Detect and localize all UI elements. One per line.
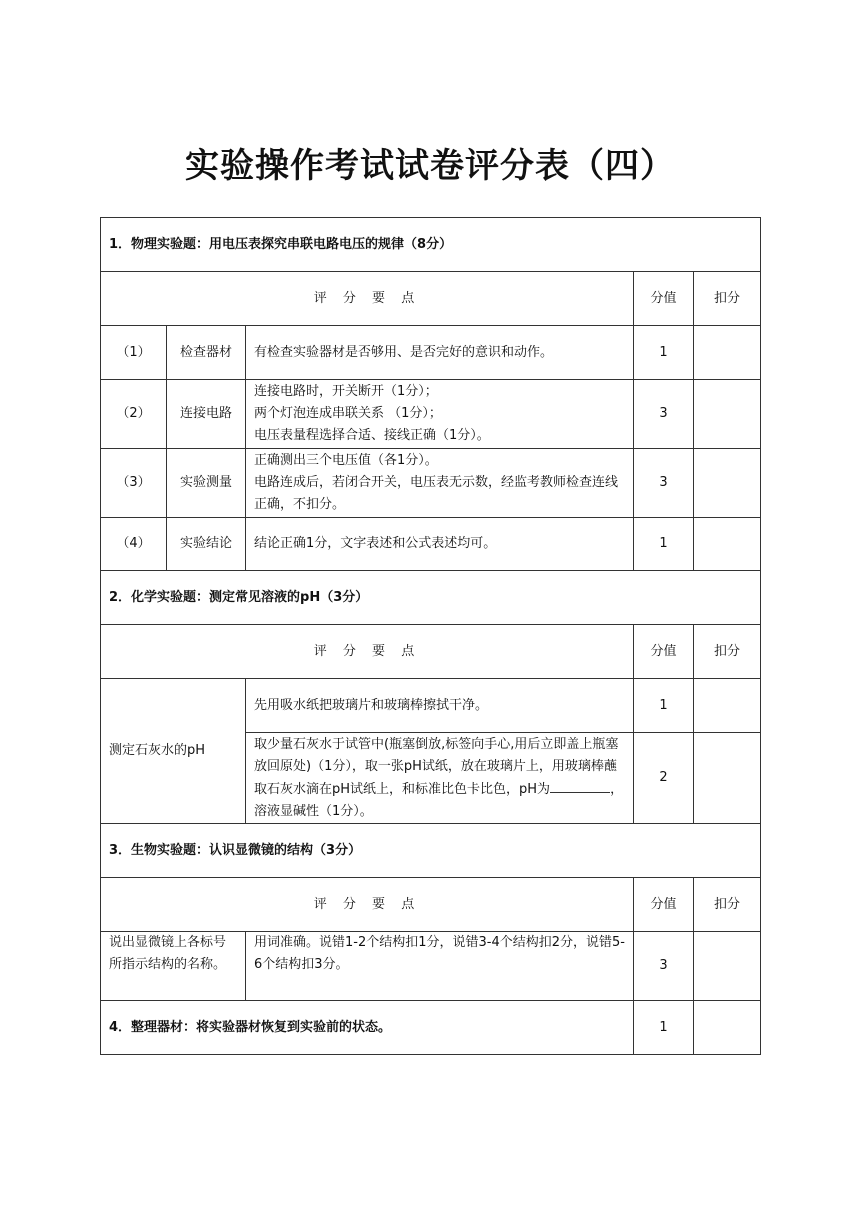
table-row xyxy=(101,932,761,1001)
deduct-cell[interactable] xyxy=(694,326,761,380)
row-item: 检查器材 xyxy=(167,326,246,380)
section-heading-physics: 1．物理实验题：用电压表探究串联电路电压的规律（8分） xyxy=(101,218,761,272)
section-row-cleanup xyxy=(101,1001,761,1055)
row-description xyxy=(246,326,634,380)
row-item: 实验结论 xyxy=(167,518,246,571)
row-number: （3） xyxy=(101,449,167,518)
deduct-cell[interactable] xyxy=(694,733,761,824)
row-number: （2） xyxy=(101,380,167,449)
score-header: 分值 xyxy=(634,272,694,326)
section-heading-cleanup: 4．整理器材：将实验器材恢复到实验前的状态。 xyxy=(101,1001,634,1055)
row-score: 3 xyxy=(634,449,694,518)
row-description xyxy=(246,449,634,518)
deduct-cell[interactable] xyxy=(694,932,761,1001)
description-line: 电路连成后，若闭合开关，电压表无示数，经监考教师检查连线正确，不扣分。 xyxy=(254,475,619,512)
deduct-header: 扣分 xyxy=(694,272,761,326)
row-description xyxy=(246,380,634,449)
row-item: 说出显微镜上各标号所指示结构的名称。 xyxy=(101,932,246,1001)
row-item: 实验测量 xyxy=(167,449,246,518)
points-header: 评 分 要 点 xyxy=(101,272,634,326)
table-row xyxy=(101,380,761,449)
deduct-header: 扣分 xyxy=(694,878,761,932)
row-description: 用词准确。说错1-2个结构扣1分，说错3-4个结构扣2分，说错5-6个结构扣3分。 xyxy=(246,932,634,1001)
answer-blank[interactable] xyxy=(550,778,610,793)
section-row-biology xyxy=(101,824,761,878)
row-item: 测定石灰水的pH xyxy=(101,679,246,824)
table-row xyxy=(101,518,761,571)
row-description xyxy=(246,518,634,571)
row-number: （4） xyxy=(101,518,167,571)
description-text: 取少量石灰水于试管中(瓶塞倒放,标签向手心,用后立即盖上瓶塞放回原处)（1分），取一张pH试纸，放在玻璃片上，用玻璃棒蘸取石灰水滴在pH试纸上，和标准比色卡比色，pH为 xyxy=(254,736,619,797)
description-line: 正确测出三个电压值（各1分）。 xyxy=(254,453,438,468)
description-line: 连接电路时，开关断开（1分）； xyxy=(254,384,438,399)
score-header: 分值 xyxy=(634,625,694,679)
deduct-cell[interactable] xyxy=(694,380,761,449)
description-line: 有检查实验器材是否够用、是否完好的意识和动作。 xyxy=(254,344,554,360)
page-title: 实验操作考试试卷评分表（四） xyxy=(185,146,675,186)
deduct-cell[interactable] xyxy=(694,679,761,733)
description-text: ，溶液显碱性（1分）。 xyxy=(254,781,624,819)
deduct-header: 扣分 xyxy=(694,625,761,679)
deduct-cell[interactable] xyxy=(694,1001,761,1055)
header-row xyxy=(101,878,761,932)
row-score: 2 xyxy=(634,733,694,824)
deduct-cell[interactable] xyxy=(694,449,761,518)
scoring-table xyxy=(100,217,761,1055)
description-line: 两个灯泡连成串联关系 （1分）； xyxy=(254,406,442,421)
table-row xyxy=(101,326,761,380)
points-header: 评 分 要 点 xyxy=(101,878,634,932)
row-description: 先用吸水纸把玻璃片和玻璃棒擦拭干净。 xyxy=(246,679,634,733)
section-heading-biology: 3．生物实验题：认识显微镜的结构（3分） xyxy=(101,824,761,878)
row-score: 1 xyxy=(634,1001,694,1055)
row-score: 1 xyxy=(634,518,694,571)
row-score: 3 xyxy=(634,380,694,449)
points-header: 评 分 要 点 xyxy=(101,625,634,679)
section-row-chemistry xyxy=(101,571,761,625)
section-heading-chemistry: 2．化学实验题：测定常见溶液的pH（3分） xyxy=(101,571,761,625)
deduct-cell[interactable] xyxy=(694,518,761,571)
section-row-physics xyxy=(101,218,761,272)
description-line: 结论正确1分，文字表述和公式表述均可。 xyxy=(254,536,497,551)
score-header: 分值 xyxy=(634,878,694,932)
description-line: 电压表量程选择合适、接线正确（1分）。 xyxy=(254,428,490,443)
row-score: 3 xyxy=(634,932,694,1001)
table-row xyxy=(101,449,761,518)
row-score: 1 xyxy=(634,679,694,733)
row-item: 连接电路 xyxy=(167,380,246,449)
row-description xyxy=(246,733,634,824)
table-row xyxy=(101,679,761,733)
header-row xyxy=(101,625,761,679)
row-number: （1） xyxy=(101,326,167,380)
header-row xyxy=(101,272,761,326)
row-score: 1 xyxy=(634,326,694,380)
